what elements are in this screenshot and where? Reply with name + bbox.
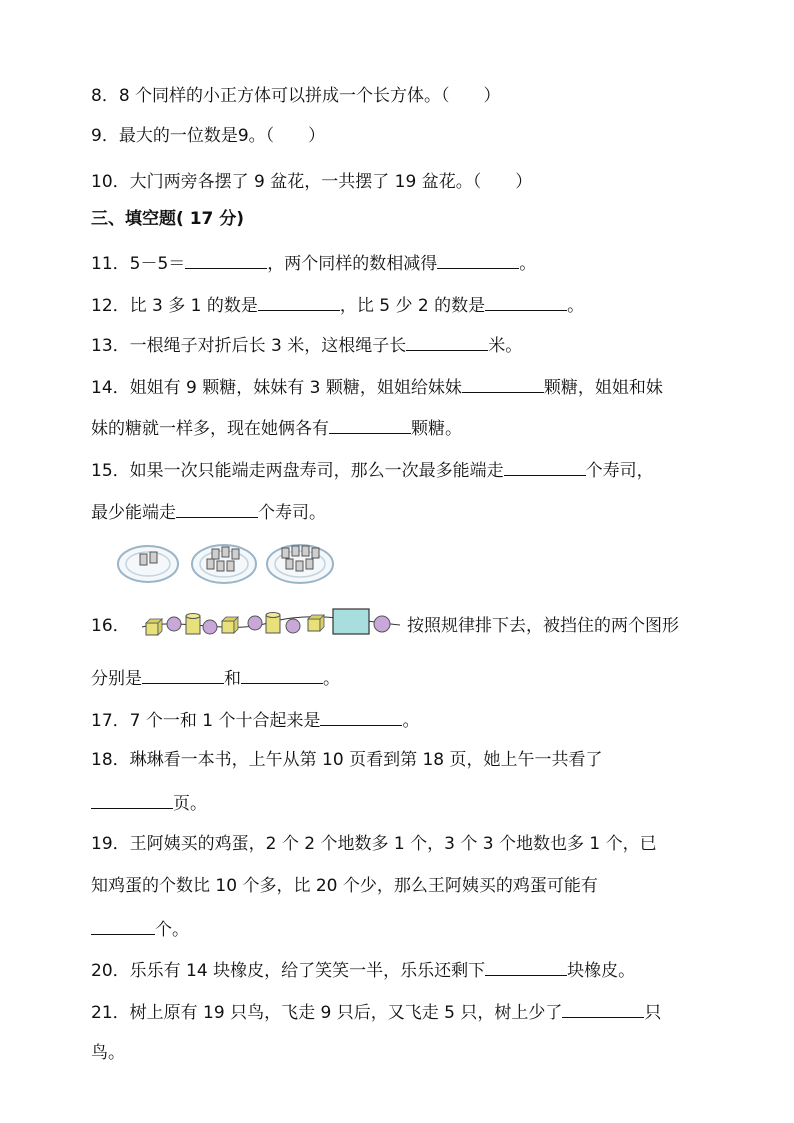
q11-blank-1[interactable] xyxy=(185,250,267,269)
q15-text-4: 个寿司。 xyxy=(258,503,326,523)
q14-text-2: 颗糖，姐姐和妹 xyxy=(543,378,663,398)
q11-text-3: 。 xyxy=(519,254,537,274)
plate-1 xyxy=(118,546,178,582)
q18-text-2: 页。 xyxy=(173,794,207,814)
q18-blank-1[interactable] xyxy=(91,790,173,809)
question-21-line-2: 鸟。 xyxy=(91,1043,125,1063)
q14-blank-2[interactable] xyxy=(329,415,411,434)
question-16-number: 16． xyxy=(91,616,130,636)
q12-text-1: 12．比 3 多 1 的数是 xyxy=(91,296,258,316)
plate-2 xyxy=(192,545,256,583)
q21-blank-1[interactable] xyxy=(562,999,644,1018)
q11-text-1: 11．5－5＝ xyxy=(91,254,186,274)
question-21-line-1 xyxy=(91,999,661,1025)
q15-text-1: 15．如果一次只能端走两盘寿司，那么一次最多能端走 xyxy=(91,461,504,481)
q20-text-2: 块橡皮。 xyxy=(567,961,636,981)
q12-text-3: 。 xyxy=(567,296,585,316)
question-16-line-2 xyxy=(91,665,340,691)
q16-text-3: 和 xyxy=(224,669,241,689)
q13-blank-1[interactable] xyxy=(406,332,488,351)
q12-text-2: ，比 5 少 2 的数是 xyxy=(339,296,486,316)
section-title: 三、填空题( 17 分) xyxy=(91,209,245,229)
plate-3 xyxy=(267,545,333,583)
question-14-line-2 xyxy=(91,415,462,441)
bead-ball-4 xyxy=(286,619,300,633)
q16-blank-2[interactable] xyxy=(241,665,323,684)
q14-text-4: 颗糖。 xyxy=(411,419,462,439)
question-9: 9．最大的一位数是9。（ ） xyxy=(91,126,326,146)
q16-text-4: 。 xyxy=(323,669,340,689)
q21-text-2: 只 xyxy=(644,1003,662,1023)
question-18-line-1: 18．琳琳看一本书，上午从第 10 页看到第 18 页，她上午一共看了 xyxy=(91,750,603,770)
q15-blank-1[interactable] xyxy=(504,457,586,476)
cover-box xyxy=(333,609,369,634)
q11-blank-2[interactable] xyxy=(437,250,519,269)
bead-cube-1 xyxy=(146,619,162,635)
q14-text-1: 14．姐姐有 9 颗糖，妹妹有 3 颗糖，姐姐给妹妹 xyxy=(91,378,462,398)
q16-blank-1[interactable] xyxy=(142,665,224,684)
bead-pattern-icon xyxy=(138,605,400,645)
q19-blank-1[interactable] xyxy=(91,916,155,935)
q13-text-2: 米。 xyxy=(488,336,523,356)
q14-text-3: 妹的糖就一样多，现在她俩各有 xyxy=(91,419,329,439)
bead-ball-1 xyxy=(167,617,181,631)
bead-cube-3 xyxy=(308,615,324,631)
q17-blank-1[interactable] xyxy=(320,707,402,726)
question-8: 8．8 个同样的小正方体可以拼成一个长方体。（ ） xyxy=(91,86,501,106)
question-10: 10．大门两旁各摆了 9 盆花，一共摆了 19 盆花。（ ） xyxy=(91,172,533,192)
q14-blank-1[interactable] xyxy=(462,374,544,393)
q15-text-3: 最少能端走 xyxy=(91,503,176,523)
question-15-line-2 xyxy=(91,499,326,525)
q21-text-1: 21．树上原有 19 只鸟，飞走 9 只后，又飞走 5 只，树上少了 xyxy=(91,1003,563,1023)
q17-text-2: 。 xyxy=(402,711,420,731)
question-17 xyxy=(91,707,419,733)
q16-text-2: 分别是 xyxy=(91,669,142,689)
q17-text-1: 17．7 个一和 1 个十合起来是 xyxy=(91,711,321,731)
q20-blank-1[interactable] xyxy=(485,957,567,976)
question-16-text-1: 按照规律排下去，被挡住的两个图形 xyxy=(407,616,679,636)
bead-cylinder-1 xyxy=(186,614,200,635)
q15-text-2: 个寿司， xyxy=(585,461,654,481)
q20-text-1: 20．乐乐有 14 块橡皮，给了笑笑一半，乐乐还剩下 xyxy=(91,961,486,981)
sushi-plates-icon xyxy=(116,540,336,586)
q15-blank-2[interactable] xyxy=(176,499,258,518)
question-19-line-3 xyxy=(91,916,189,942)
question-14-line-1 xyxy=(91,374,663,400)
question-11 xyxy=(91,250,536,276)
question-20 xyxy=(91,957,635,983)
question-19-line-1: 19．王阿姨买的鸡蛋，2 个 2 个地数多 1 个，3 个 3 个地数也多 1 个，已 xyxy=(91,834,657,854)
question-19-line-2: 知鸡蛋的个数比 10 个多，比 20 个少，那么王阿姨买的鸡蛋可能有 xyxy=(91,876,598,896)
bead-ball-5 xyxy=(374,616,390,632)
q12-blank-1[interactable] xyxy=(258,292,340,311)
bead-ball-2 xyxy=(203,620,217,634)
q19-text-3: 个。 xyxy=(155,920,189,940)
q11-text-2: ，两个同样的数相减得 xyxy=(267,254,438,274)
question-13 xyxy=(91,332,522,358)
question-12 xyxy=(91,292,584,318)
bead-ball-3 xyxy=(248,616,262,630)
bead-cylinder-2 xyxy=(266,613,280,634)
question-18-line-2 xyxy=(91,790,207,816)
q12-blank-2[interactable] xyxy=(485,292,567,311)
bead-cube-2 xyxy=(222,617,238,633)
q13-text-1: 13．一根绳子对折后长 3 米，这根绳子长 xyxy=(91,336,407,356)
question-15-line-1 xyxy=(91,457,654,483)
